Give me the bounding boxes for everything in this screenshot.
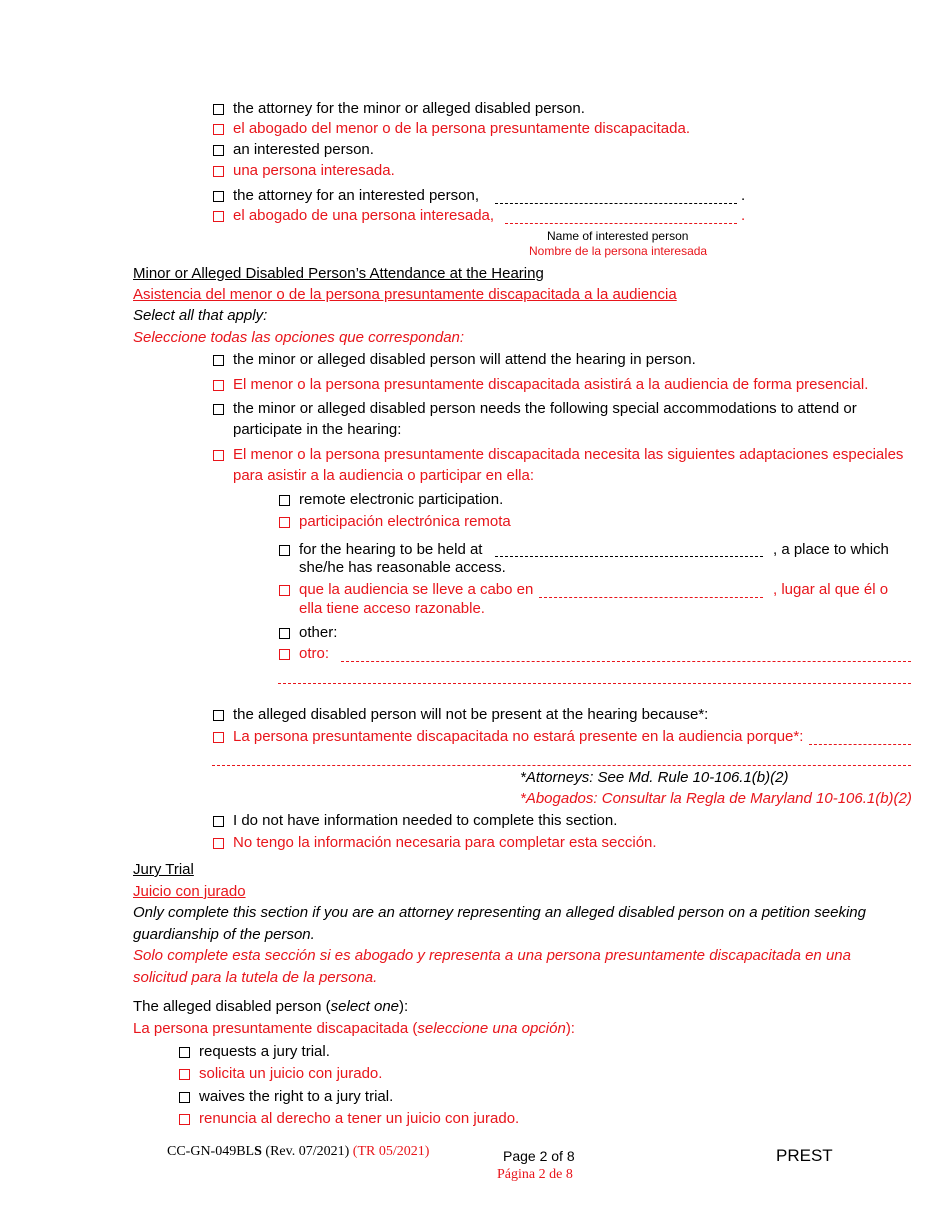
- checkbox-no-information-es[interactable]: [213, 838, 224, 849]
- place-en-1: for the hearing to be held at: [299, 541, 483, 558]
- option-attorney-minor-es: el abogado del menor o de la persona presuntamente discapacitada.: [233, 120, 690, 137]
- checkbox-attorney-minor-es[interactable]: [213, 124, 224, 135]
- checkbox-accommodations[interactable]: [213, 404, 224, 415]
- attorney-note-es: *Abogados: Consultar la Regla de Maryland 10-106.1(b)(2): [520, 790, 912, 807]
- checkbox-accommodations-es[interactable]: [213, 450, 224, 461]
- checkbox-waives-jury-es[interactable]: [179, 1114, 190, 1125]
- attorney-note-en: *Attorneys: See Md. Rule 10-106.1(b)(2): [520, 769, 789, 786]
- requests-jury-es: solicita un juicio con jurado.: [199, 1065, 383, 1082]
- place-field[interactable]: [495, 556, 763, 557]
- option-attorney-interested-en: the attorney for an interested person,: [233, 187, 479, 204]
- accommodations-en-2: participate in the hearing:: [233, 421, 402, 438]
- jury-instruction-es-1: Solo complete esta sección si es abogado y representa a una persona presuntamente discapacitada en una: [133, 947, 851, 964]
- jury-instruction-en-2: guardianship of the person.: [133, 926, 315, 943]
- interested-person-caption-en: Name of interested person: [547, 229, 689, 243]
- checkbox-attorney-interested[interactable]: [213, 191, 224, 202]
- other-en: other:: [299, 624, 338, 641]
- form-id: CC-GN-049BLS (Rev. 07/2021) (TR 05/2021): [167, 1144, 430, 1159]
- interested-person-name-field-es[interactable]: [505, 223, 737, 224]
- checkbox-not-present-es[interactable]: [213, 732, 224, 743]
- attend-in-person-en: the minor or alleged disabled person will attend the hearing in person.: [233, 351, 696, 368]
- checkbox-attorney-minor[interactable]: [213, 104, 224, 115]
- place-es-2: , lugar al que él o: [773, 581, 889, 598]
- attendance-heading-es: Asistencia del menor o de la persona presuntamente discapacitada a la audiencia: [133, 286, 677, 303]
- no-information-es: No tengo la información necesaria para completar esta sección.: [233, 834, 657, 851]
- period-es: .: [741, 207, 746, 224]
- checkbox-interested-person-es[interactable]: [213, 166, 224, 177]
- requests-jury-en: requests a jury trial.: [199, 1043, 330, 1060]
- not-present-es: La persona presuntamente discapacitada no estará presente en la audiencia porque*:: [233, 728, 804, 745]
- prest-label: PREST: [776, 1146, 833, 1165]
- checkbox-attend-in-person[interactable]: [213, 355, 224, 366]
- checkbox-place-es[interactable]: [279, 585, 290, 596]
- reason-field-line-1[interactable]: [809, 744, 911, 745]
- waives-jury-es: renuncia al derecho a tener un juicio con jurado.: [199, 1110, 520, 1127]
- checkbox-requests-jury-es[interactable]: [179, 1069, 190, 1080]
- jury-heading-es: Juicio con jurado: [133, 883, 246, 900]
- attendance-instruction-es: Seleccione todas las opciones que correspondan:: [133, 329, 465, 346]
- place-es-1: que la audiencia se lleve a cabo en: [299, 581, 534, 598]
- option-interested-person-es: una persona interesada.: [233, 162, 395, 179]
- checkbox-not-present[interactable]: [213, 710, 224, 721]
- option-attorney-minor-en: the attorney for the minor or alleged disabled person.: [233, 100, 585, 117]
- checkbox-other[interactable]: [279, 628, 290, 639]
- jury-lead-en: The alleged disabled person (select one):: [133, 998, 409, 1015]
- checkbox-interested-person[interactable]: [213, 145, 224, 156]
- option-attorney-interested-es: el abogado de una persona interesada,: [233, 207, 495, 224]
- attendance-instruction-en: Select all that apply:: [133, 307, 268, 324]
- other-es: otro:: [299, 645, 330, 662]
- jury-instruction-en-1: Only complete this section if you are an attorney representing an alleged disabled person on a petition seeking: [133, 904, 866, 921]
- attendance-heading-en: Minor or Alleged Disabled Person’s Attendance at the Hearing: [133, 265, 544, 282]
- place-es-3: ella tiene acceso razonable.: [299, 600, 485, 617]
- jury-instruction-es-2: solicitud para la tutela de la persona.: [133, 969, 378, 986]
- checkbox-attorney-interested-es[interactable]: [213, 211, 224, 222]
- checkbox-other-es[interactable]: [279, 649, 290, 660]
- place-field-es[interactable]: [539, 597, 763, 598]
- remote-es: participación electrónica remota: [299, 513, 511, 530]
- checkbox-waives-jury[interactable]: [179, 1092, 190, 1103]
- checkbox-remote[interactable]: [279, 495, 290, 506]
- other-field-line-1[interactable]: [341, 661, 911, 662]
- jury-heading-en: Jury Trial: [133, 861, 194, 878]
- accommodations-es-1: El menor o la persona presuntamente discapacitada necesita las siguientes adaptaciones especiales: [233, 446, 904, 463]
- checkbox-requests-jury[interactable]: [179, 1047, 190, 1058]
- reason-field-line-2[interactable]: [212, 765, 911, 766]
- place-en-2: , a place to which: [773, 541, 889, 558]
- remote-en: remote electronic participation.: [299, 491, 504, 508]
- checkbox-attend-in-person-es[interactable]: [213, 380, 224, 391]
- interested-person-name-field[interactable]: [495, 203, 737, 204]
- interested-person-caption-es: Nombre de la persona interesada: [529, 244, 708, 258]
- no-information-en: I do not have information needed to complete this section.: [233, 812, 618, 829]
- place-en-3: she/he has reasonable access.: [299, 559, 506, 576]
- other-field-line-2[interactable]: [278, 683, 911, 684]
- accommodations-en-1: the minor or alleged disabled person needs the following special accommodations to attend or: [233, 400, 857, 417]
- page-number-en: Page 2 of 8: [503, 1148, 575, 1164]
- accommodations-es-2: para asistir a la audiencia o participar en ella:: [233, 467, 535, 484]
- not-present-en: the alleged disabled person will not be present at the hearing because*:: [233, 706, 709, 723]
- checkbox-no-information[interactable]: [213, 816, 224, 827]
- attend-in-person-es: El menor o la persona presuntamente discapacitada asistirá a la audiencia de forma presencial.: [233, 376, 869, 393]
- checkbox-remote-es[interactable]: [279, 517, 290, 528]
- waives-jury-en: waives the right to a jury trial.: [199, 1088, 394, 1105]
- jury-lead-es: La persona presuntamente discapacitada (seleccione una opción):: [133, 1020, 575, 1037]
- option-interested-person-en: an interested person.: [233, 141, 374, 158]
- checkbox-place[interactable]: [279, 545, 290, 556]
- page-number-es: Página 2 de 8: [497, 1167, 573, 1182]
- period-en: .: [741, 187, 746, 204]
